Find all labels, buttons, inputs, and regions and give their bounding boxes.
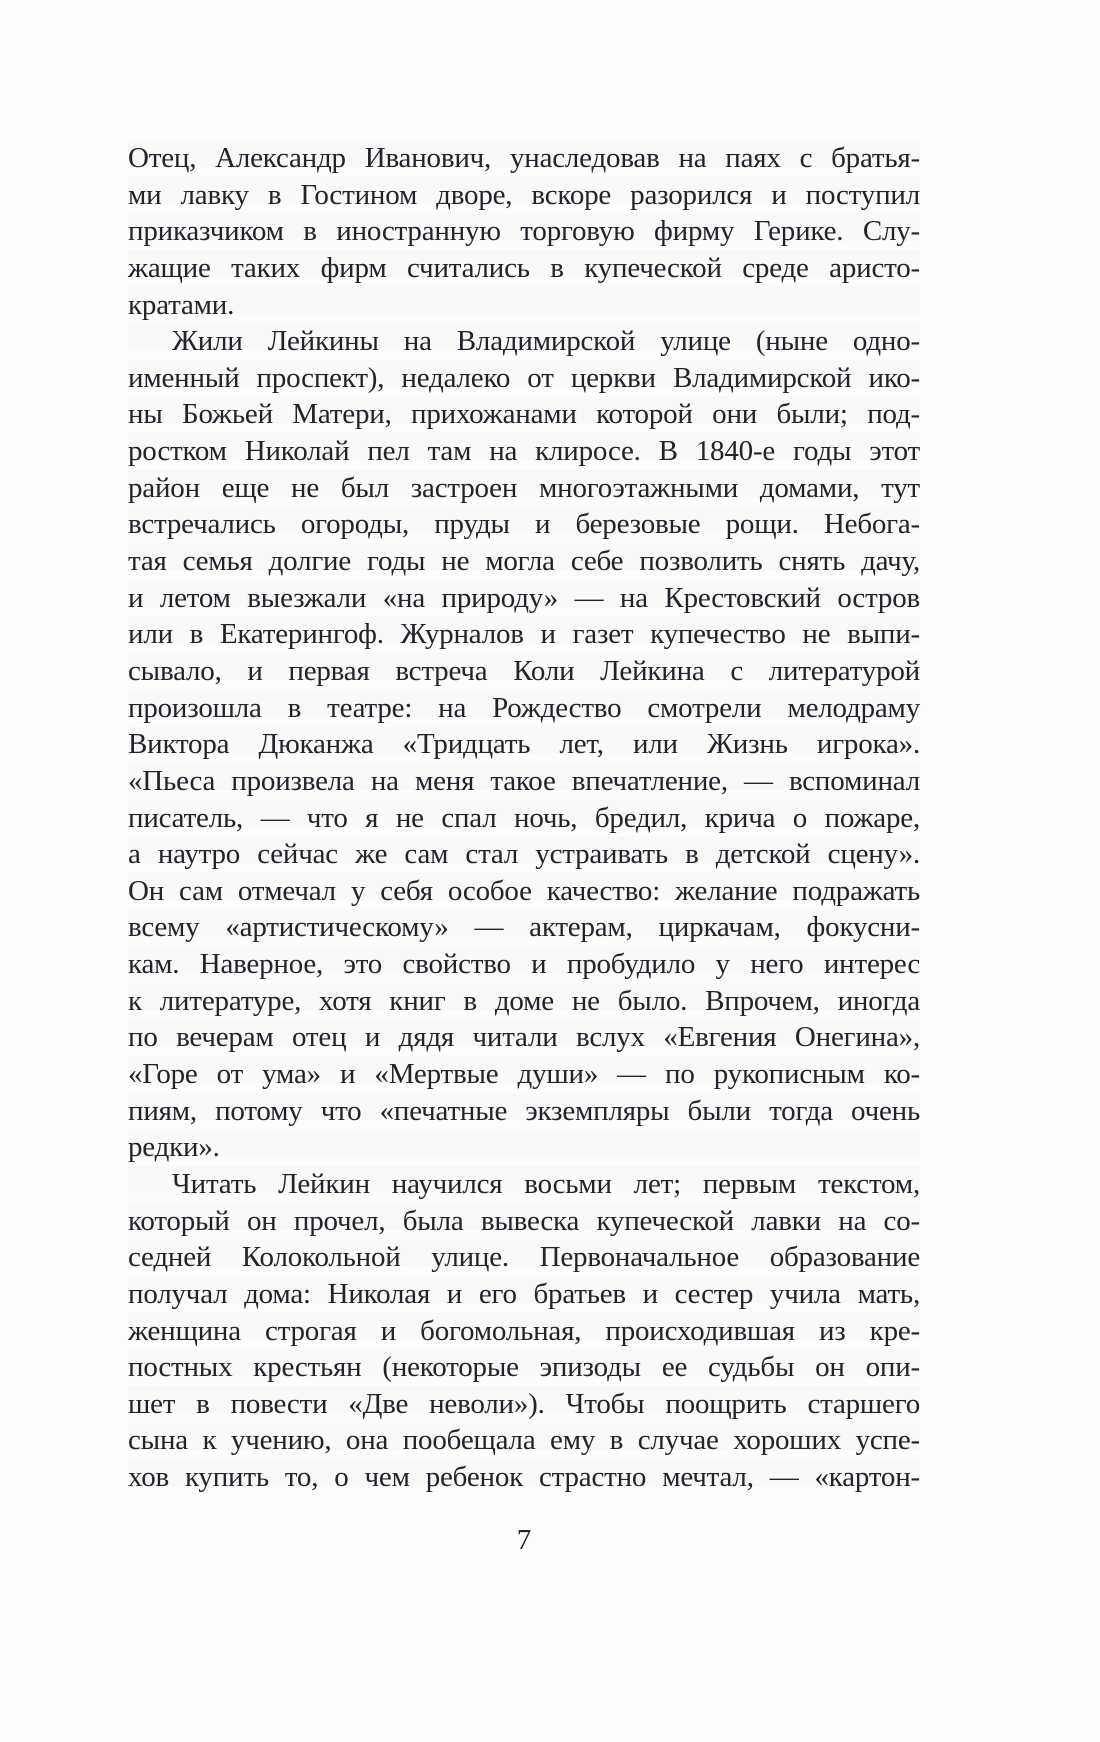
text-line: Он сам отмечал у себя особое качество: желание подражать (128, 874, 920, 907)
text-line: или в Екатерингоф. Журналов и газет купечество не выпи- (128, 618, 920, 651)
text-line: тая семья долгие годы не могла себе позволить снять дачу, (128, 545, 920, 578)
text-line: который он прочел, была вывеска купеческой лавки на со- (128, 1204, 920, 1237)
text-line: «Горе от ума» и «Мертвые души» — по рукописным ко- (128, 1058, 920, 1091)
text-line: приказчиком в иностранную торговую фирму Герике. Слу- (128, 215, 920, 248)
text-line: встречались огороды, пруды и березовые рощи. Небога- (128, 508, 920, 541)
page-number: 7 (516, 1524, 532, 1556)
text-line: сына к учению, она пообещала ему в случае хороших успе- (128, 1424, 920, 1457)
text-line: кратами. (128, 288, 235, 321)
text-line: район еще не был застроен многоэтажными домами, тут (128, 471, 920, 504)
text-line: шет в повести «Две неволи»). Чтобы поощрить старшего (128, 1387, 920, 1420)
text-line: произошла в театре: на Рождество смотрели мелодраму (128, 691, 920, 724)
text-line: ростком Николай пел там на клиросе. В 1840-е годы этот (128, 435, 920, 468)
text-line: получал дома: Николая и его братьев и сестер учила мать, (128, 1277, 920, 1310)
text-line: хов купить то, о чем ребенок страстно мечтал, — «картон- (128, 1461, 920, 1494)
text-line: кам. Наверное, это свойство и пробудило у него интерес (128, 948, 920, 981)
text-line: а наутро сейчас же сам стал устраивать в детской сцену». (128, 838, 920, 871)
text-line: всему «артистическому» — актерам, циркачам, фокусни- (128, 911, 920, 944)
text-line: ми лавку в Гостином дворе, вскоре разорился и поступил (128, 178, 920, 211)
text-line: «Пьеса произвела на меня такое впечатление, — вспоминал (128, 764, 920, 797)
text-line: седней Колокольной улице. Первоначальное образование (128, 1241, 920, 1274)
text-line: писатель, — что я не спал ночь, бредил, крича о пожаре, (128, 801, 920, 834)
page-text (128, 140, 920, 1496)
text-line: сывало, и первая встреча Коли Лейкина с литературой (128, 654, 920, 687)
text-line: Виктора Дюканжа «Тридцать лет, или Жизнь игрока». (128, 728, 920, 761)
text-line: именный проспект), недалеко от церкви Владимирской ико- (128, 361, 920, 394)
text-line: женщина строгая и богомольная, происходившая из кре- (128, 1314, 920, 1347)
text-line: ны Божьей Матери, прихожанами которой они были; под- (128, 398, 920, 431)
text-line: Жили Лейкины на Владимирской улице (ныне одно- (172, 325, 920, 358)
text-line: Отец, Александр Иванович, унаследовав на паях с братья- (128, 142, 920, 174)
text-line: по вечерам отец и дядя читали вслух «Евгения Онегина», (128, 1021, 920, 1054)
text-line: редки». (128, 1131, 220, 1164)
text-line: к литературе, хотя книг в доме не было. Впрочем, иногда (128, 984, 920, 1017)
text-line: и летом выезжали «на природу» — на Крестовский остров (128, 581, 920, 614)
text-line: пиям, потому что «печатные экземпляры были тогда очень (128, 1094, 920, 1127)
text-line: постных крестьян (некоторые эпизоды ее судьбы он опи- (128, 1351, 920, 1384)
text-line: жащие таких фирм считались в купеческой среде аристо- (128, 251, 920, 284)
text-line: Читать Лейкин научился восьми лет; первым текстом, (172, 1167, 920, 1200)
